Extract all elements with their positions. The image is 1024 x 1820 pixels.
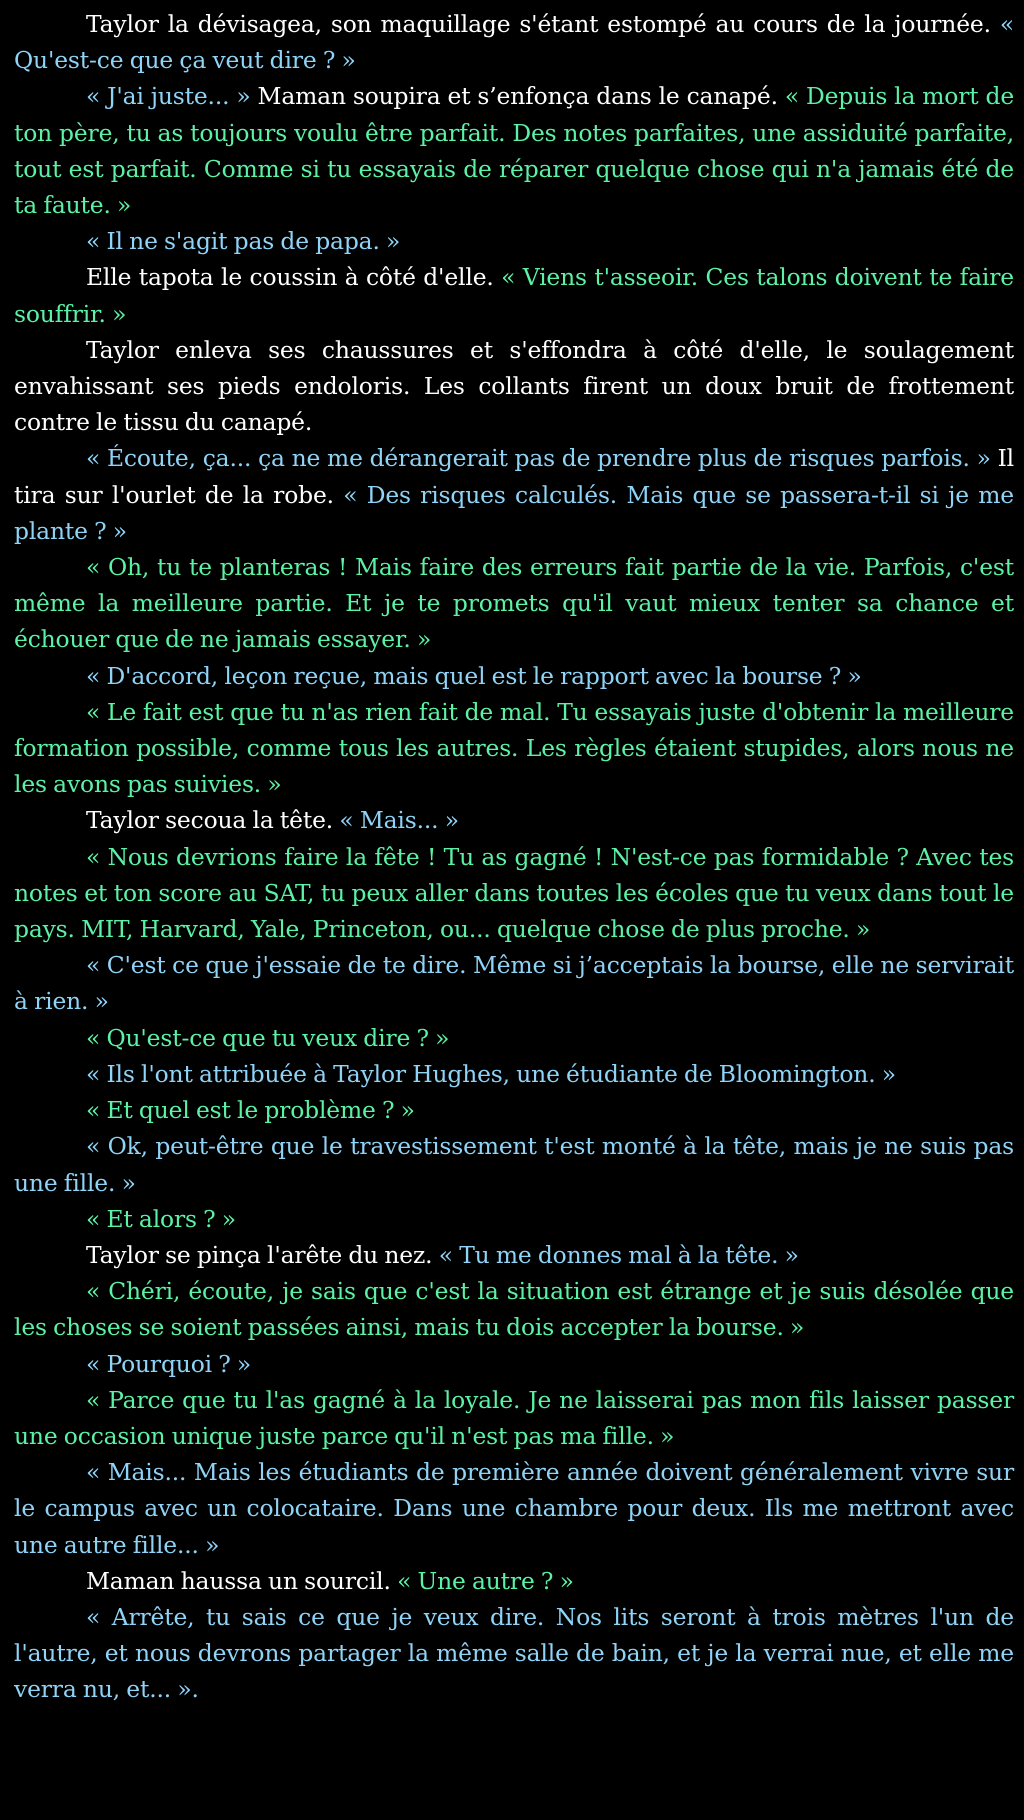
mother-dialogue-text: « Le fait est que tu n'as rien fait de mal. Tu essayais juste d'obtenir la meilleure formation possible, comme tous les autres. Les règles étaient stupides, alors nous ne les avons pas suivies. » xyxy=(14,697,1014,799)
narration-text: Taylor la dévisagea, son maquillage s'étant estompé au cours de la journée. xyxy=(86,10,1000,38)
taylor-dialogue-text: « D'accord, leçon reçue, mais quel est le rapport avec la bourse ? » xyxy=(86,661,862,690)
paragraph xyxy=(14,1382,1014,1454)
mother-dialogue-text: « Et alors ? » xyxy=(86,1204,236,1233)
taylor-dialogue-text: « Il ne s'agit pas de papa. » xyxy=(86,227,401,256)
paragraph xyxy=(14,1454,1014,1563)
mother-dialogue-text: « Viens t'asseoir. Ces talons doivent te faire souffrir. » xyxy=(14,263,1014,328)
taylor-dialogue-text: « Qu'est-ce que ça veut dire ? » xyxy=(14,10,1014,75)
taylor-dialogue-text: « J'ai juste... » xyxy=(86,82,258,111)
mother-dialogue-text: « Parce que tu l'as gagné à la loyale. Je ne laisserai pas mon fils laisser passer une occasion unique juste parce qu'il n'est pas ma fille. » xyxy=(14,1385,1014,1450)
mother-dialogue-text: « Et quel est le problème ? » xyxy=(86,1096,415,1125)
paragraph xyxy=(14,802,1014,838)
taylor-dialogue-text: « Pourquoi ? » xyxy=(86,1349,252,1378)
narration-text: Elle tapota le coussin à côté d'elle. xyxy=(86,263,502,292)
taylor-dialogue-text: « Mais... » xyxy=(339,806,459,835)
mother-dialogue-text: « Qu'est-ce que tu veux dire ? » xyxy=(86,1023,450,1052)
paragraph xyxy=(14,78,1014,223)
taylor-dialogue-text: « C'est ce que j'essaie de te dire. Même si j’acceptais la bourse, elle ne servirait à rien. » xyxy=(14,951,1014,1016)
narration-text: Taylor enleva ses chaussures et s'effondra à côté d'elle, le soulagement envahissant ses pieds endoloris. Les collants firent un doux bruit de frottement contre le tissu du canapé. xyxy=(14,335,1014,437)
paragraph xyxy=(14,1020,1014,1056)
paragraph xyxy=(14,947,1014,1019)
narration-text: Taylor se pinça l'arête du nez. xyxy=(86,1240,439,1269)
paragraph xyxy=(14,1346,1014,1382)
taylor-dialogue-text: « Ils l'ont attribuée à Taylor Hughes, une étudiante de Bloomington. » xyxy=(86,1059,896,1088)
paragraph xyxy=(14,694,1014,803)
taylor-dialogue-text: « Écoute, ça... ça ne me dérangerait pas de prendre plus de risques parfois. » xyxy=(86,444,998,473)
paragraph xyxy=(14,1128,1014,1200)
mother-dialogue-text: « Une autre ? » xyxy=(397,1566,574,1595)
paragraph xyxy=(14,1273,1014,1345)
paragraph xyxy=(14,1092,1014,1128)
paragraph xyxy=(14,1056,1014,1092)
paragraph xyxy=(14,658,1014,694)
mother-dialogue-text: « Nous devrions faire la fête ! Tu as gagné ! N'est-ce pas formidable ? Avec tes notes et ton score au SAT, tu peux aller dans toutes les écoles que tu veux dans tout le pays. MIT, Harvard, Yale, Princeton, ou... quelque chose de plus proche. » xyxy=(14,842,1014,944)
taylor-dialogue-text: « Ok, peut-être que le travestissement t'est monté à la tête, mais je ne suis pas une fille. » xyxy=(14,1132,1014,1197)
paragraph xyxy=(14,259,1014,331)
paragraph xyxy=(14,839,1014,948)
narration-text: Il tira sur l'ourlet de la robe. xyxy=(14,444,1014,509)
paragraph xyxy=(14,1599,1014,1708)
mother-dialogue-text: « Oh, tu te planteras ! Mais faire des erreurs fait partie de la vie. Parfois, c'est même la meilleure partie. Et je te promets qu'il vaut mieux tenter sa chance et échouer que de ne jamais essayer. » xyxy=(14,553,1014,654)
narration-text: Maman soupira et s’enfonça dans le canapé. xyxy=(257,82,785,111)
paragraph xyxy=(14,6,1014,78)
paragraph xyxy=(14,223,1014,259)
narration-text: Taylor secoua la tête. xyxy=(86,806,340,835)
taylor-dialogue-text: « Mais... Mais les étudiants de première année doivent généralement vivre sur le campus avec un colocataire. Dans une chambre pour deux. Ils me mettront avec une autre fille... » xyxy=(14,1458,1014,1559)
taylor-dialogue-text: « Arrête, tu sais ce que je veux dire. Nos lits seront à trois mètres l'un de l'autre, et nous devrons partager la même salle de bain, et je la verrai nue, et elle me verra nu, et... ». xyxy=(14,1602,1014,1704)
taylor-dialogue-text: « Des risques calculés. Mais que se passera-t-il si je me plante ? » xyxy=(14,480,1014,545)
paragraph xyxy=(14,332,1014,441)
mother-dialogue-text: « Depuis la mort de ton père, tu as toujours voulu être parfait. Des notes parfaites, une assiduité parfaite, tout est parfait. Comme si tu essayais de réparer quelque chose qui n'a jamais été de ta faute. » xyxy=(14,82,1015,220)
mother-dialogue-text: « Chéri, écoute, je sais que c'est la situation est étrange et je suis désolée que les choses se soient passées ainsi, mais tu dois accepter la bourse. » xyxy=(14,1277,1014,1342)
paragraph xyxy=(14,549,1014,658)
paragraph xyxy=(14,440,1014,549)
paragraph xyxy=(14,1563,1014,1599)
narration-text: Maman haussa un sourcil. xyxy=(86,1566,398,1595)
paragraph xyxy=(14,1237,1014,1273)
taylor-dialogue-text: « Tu me donnes mal à la tête. » xyxy=(438,1240,799,1269)
paragraph xyxy=(14,1201,1014,1237)
